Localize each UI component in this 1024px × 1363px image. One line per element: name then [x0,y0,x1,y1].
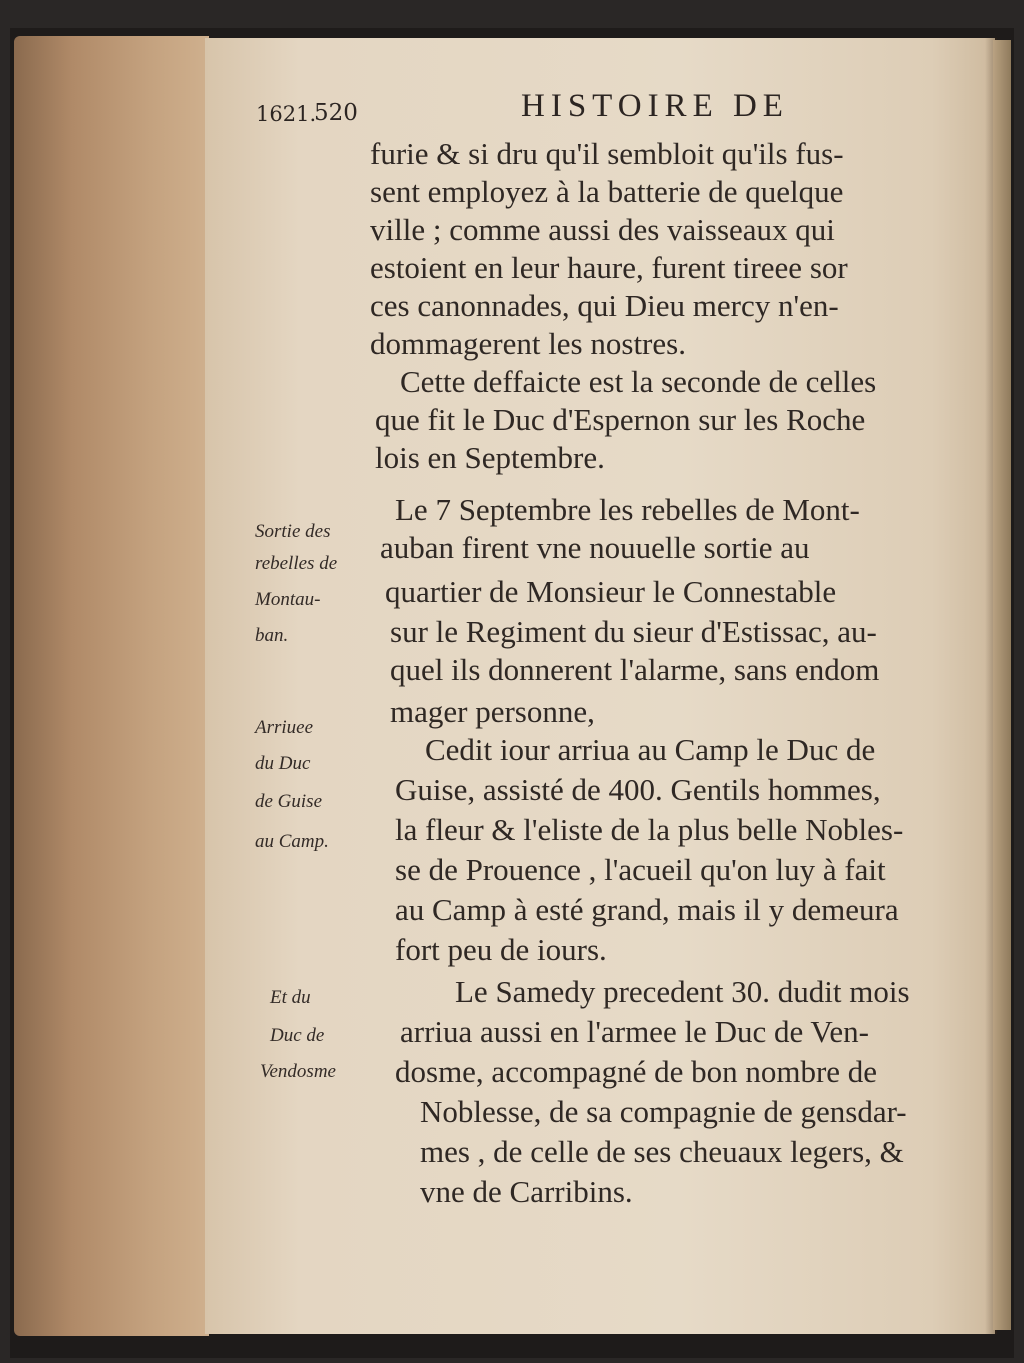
margin-note-line: rebelles de [255,553,338,574]
margin-note-line: Vendosme [260,1061,336,1082]
text-line: dommagerent les nostres. [370,326,686,361]
margin-note-line: ban. [255,625,289,646]
margin-note-line: Duc de [270,1025,325,1046]
text-line: arriua aussi en l'armee le Duc de Ven- [400,1014,869,1049]
text-line: que fit le Duc d'Espernon sur les Roche [375,402,866,437]
text-line: fort peu de iours. [395,932,607,967]
text-line: sent employez à la batterie de quelque [370,174,844,209]
margin-note-line: du Duc [255,753,311,774]
running-title: HISTOIRE DE [521,88,789,124]
margin-note-line: Sortie des [255,521,331,542]
text-line: au Camp à esté grand, mais il y demeura [395,892,899,927]
text-line: mager personne, [390,694,595,729]
text-line: dosme, accompagné de bon nombre de [395,1054,878,1089]
page-number: 520 [314,100,358,126]
text-line: furie & si dru qu'il sembloit qu'ils fus- [370,136,844,171]
text-line: la fleur & l'eliste de la plus belle Nobles- [395,812,904,847]
facing-page-edge [993,40,1011,1330]
margin-note-line: Et du [270,987,311,1008]
text-line: Guise, assisté de 400. Gentils hommes, [395,772,881,807]
page-header [256,88,976,128]
text-line: Cette deffaicte est la seconde de celles [400,364,877,399]
text-line: Noblesse, de sa compagnie de gensdar- [420,1094,907,1129]
text-line: Le 7 Septembre les rebelles de Mont- [395,492,860,527]
text-line: vne de Carribins. [420,1174,633,1209]
margin-note-line: au Camp. [255,831,329,852]
margin-note-line: de Guise [255,791,323,812]
text-line: ces canonnades, qui Dieu mercy n'en- [370,288,839,323]
year-label: 1621. [256,102,317,126]
text-line: estoient en leur haure, furent tireee sor [370,250,848,285]
text-line: ville ; comme aussi des vaisseaux qui [370,212,835,247]
text-line: quel ils donnerent l'alarme, sans endom [390,652,880,687]
text-line: quartier de Monsieur le Connestable [385,574,837,609]
text-line: lois en Septembre. [375,440,605,475]
text-line: mes , de celle de ses cheuaux legers, & [420,1134,904,1169]
text-line: Cedit iour arriua au Camp le Duc de [425,732,876,767]
text-line: auban firent vne nouuelle sortie au [380,530,810,565]
text-line: sur le Regiment du sieur d'Estissac, au- [390,614,877,649]
page-fore-edge [14,36,209,1336]
margin-note-line: Arriuee [255,717,314,738]
margin-note-line: Montau- [255,589,321,610]
text-line: se de Prouence , l'acueil qu'on luy à fait [395,852,886,887]
text-line: Le Samedy precedent 30. dudit mois [455,974,910,1009]
